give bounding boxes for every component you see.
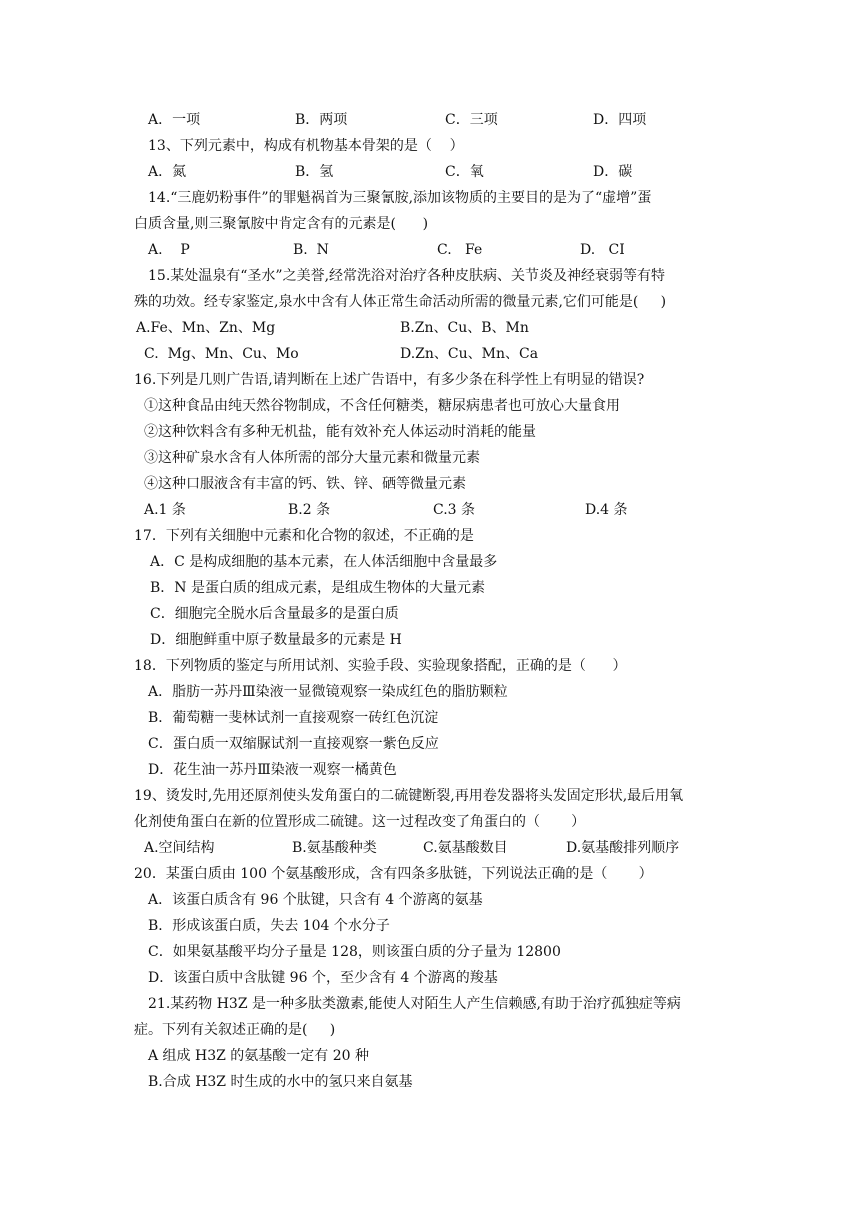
q12-option-b: B．两项 bbox=[295, 112, 348, 128]
q16-option-d: D.4 条 bbox=[585, 502, 628, 518]
q19-option-d: D.氨基酸排列顺序 bbox=[566, 840, 680, 856]
q14-stem-line1: 14.“三鹿奶粉事件”的罪魁祸首为三聚氰胺,添加该物质的主要目的是为了“虚增”蛋 bbox=[148, 190, 652, 206]
q15-option-a: A.Fe、Mn、Zn、Mg bbox=[136, 320, 276, 336]
q14-option-b: B. N bbox=[293, 242, 329, 258]
q21-stem-line1: 21.某药物 H3Z 是一种多肽类激素,能使人对陌生人产生信赖感,有助于治疗孤独症等病 bbox=[148, 996, 681, 1012]
q20-option-b: B．形成该蛋白质，失去 104 个水分子 bbox=[148, 918, 390, 934]
q19-option-a: A.空间结构 bbox=[144, 840, 215, 856]
q18-option-a: A．脂肪一苏丹Ⅲ染液一显微镜观察一染成红色的脂肪颗粒 bbox=[148, 684, 508, 700]
q14-stem-line2: 白质含量,则三聚氰胺中肯定含有的元素是( ) bbox=[134, 216, 429, 232]
q16-option-c: C.3 条 bbox=[433, 502, 476, 518]
q14-option-c: C. Fe bbox=[437, 242, 483, 258]
q12-option-a: A．一项 bbox=[148, 112, 201, 128]
q17-option-a: A．C 是构成细胞的基本元素，在人体活细胞中含量最多 bbox=[150, 554, 498, 570]
q19-stem-line1: 19、烫发时,先用还原剂使头发角蛋白的二硫键断裂,再用卷发器将头发固定形状,最后用氧 bbox=[134, 788, 684, 804]
q21-stem-line2: 症。下列有关叙述正确的是( ) bbox=[134, 1022, 336, 1038]
q15-stem-line2: 殊的功效。经专家鉴定,泉水中含有人体正常生命活动所需的微量元素,它们可能是( ) bbox=[134, 294, 667, 310]
q13-option-b: B．氢 bbox=[295, 164, 334, 180]
q17-stem: 17．下列有关细胞中元素和化合物的叙述，不正确的是 bbox=[134, 528, 474, 544]
q16-item-4: ④这种口服液含有丰富的钙、铁、锌、硒等微量元素 bbox=[144, 476, 466, 492]
q15-option-d: D.Zn、Cu、Mn、Ca bbox=[400, 346, 539, 362]
q16-option-b: B.2 条 bbox=[288, 502, 331, 518]
q13-stem: 13、下列元素中，构成有机物基本骨架的是（ ） bbox=[148, 138, 464, 154]
q17-option-c: C．细胞完全脱水后含量最多的是蛋白质 bbox=[150, 606, 399, 622]
q12-option-c: C．三项 bbox=[445, 112, 498, 128]
q19-option-c: C.氨基酸数目 bbox=[423, 840, 508, 856]
q12-option-d: D．四项 bbox=[593, 112, 647, 128]
q16-option-a: A.1 条 bbox=[144, 502, 186, 518]
q17-option-d: D．细胞鲜重中原子数量最多的元素是 H bbox=[150, 632, 402, 648]
q16-item-2: ②这种饮料含有多种无机盐，能有效补充人体运动时消耗的能量 bbox=[144, 424, 536, 440]
q16-item-3: ③这种矿泉水含有人体所需的部分大量元素和微量元素 bbox=[144, 450, 480, 466]
q19-option-b: B.氨基酸种类 bbox=[292, 840, 377, 856]
q15-option-c: C. Mg、Mn、Cu、Mo bbox=[144, 346, 299, 362]
q13-option-d: D．碳 bbox=[593, 164, 633, 180]
q14-option-a: A. P bbox=[148, 242, 190, 258]
q20-stem: 20．某蛋白质由 100 个氨基酸形成，含有四条多肽链，下列说法正确的是（ ） bbox=[134, 866, 653, 882]
q15-stem-line1: 15.某处温泉有“圣水”之美誉,经常洗浴对治疗各种皮肤病、关节炎及神经衰弱等有特 bbox=[148, 268, 666, 284]
q21-option-a: A 组成 H3Z 的氨基酸一定有 20 种 bbox=[148, 1048, 370, 1064]
q20-option-d: D．该蛋白质中含肽键 96 个，至少含有 4 个游离的羧基 bbox=[148, 970, 498, 986]
q18-option-b: B．葡萄糖一斐林试剂一直接观察一砖红色沉淀 bbox=[148, 710, 439, 726]
q20-option-c: C．如果氨基酸平均分子量是 128，则该蛋白质的分子量为 12800 bbox=[148, 944, 561, 960]
q13-option-c: C．氧 bbox=[445, 164, 484, 180]
q18-option-c: C．蛋白质一双缩脲试剂一直接观察一紫色反应 bbox=[148, 736, 439, 752]
q16-stem: 16.下列是几则广告语,请判断在上述广告语中，有多少条在科学性上有明显的错误? bbox=[134, 372, 645, 388]
q19-stem-line2: 化剂使角蛋白在新的位置形成二硫键。这一过程改变了角蛋白的（ ） bbox=[134, 814, 586, 830]
q18-option-d: D．花生油一苏丹Ⅲ染液一观察一橘黄色 bbox=[148, 762, 397, 778]
q15-option-b: B.Zn、Cu、B、Mn bbox=[400, 320, 529, 336]
q20-option-a: A．该蛋白质含有 96 个肽键，只含有 4 个游离的氨基 bbox=[148, 892, 483, 908]
q17-option-b: B．N 是蛋白质的组成元素，是组成生物体的大量元素 bbox=[150, 580, 485, 596]
q16-item-1: ①这种食品由纯天然谷物制成，不含任何糖类，糖尿病患者也可放心大量食用 bbox=[144, 398, 620, 414]
q21-option-b: B.合成 H3Z 时生成的水中的氢只来自氨基 bbox=[148, 1074, 413, 1090]
q18-stem: 18．下列物质的鉴定与所用试剂、实验手段、实验现象搭配，正确的是（ ） bbox=[134, 658, 627, 674]
q14-option-d: D. CI bbox=[580, 242, 625, 258]
q13-option-a: A．氮 bbox=[148, 164, 187, 180]
